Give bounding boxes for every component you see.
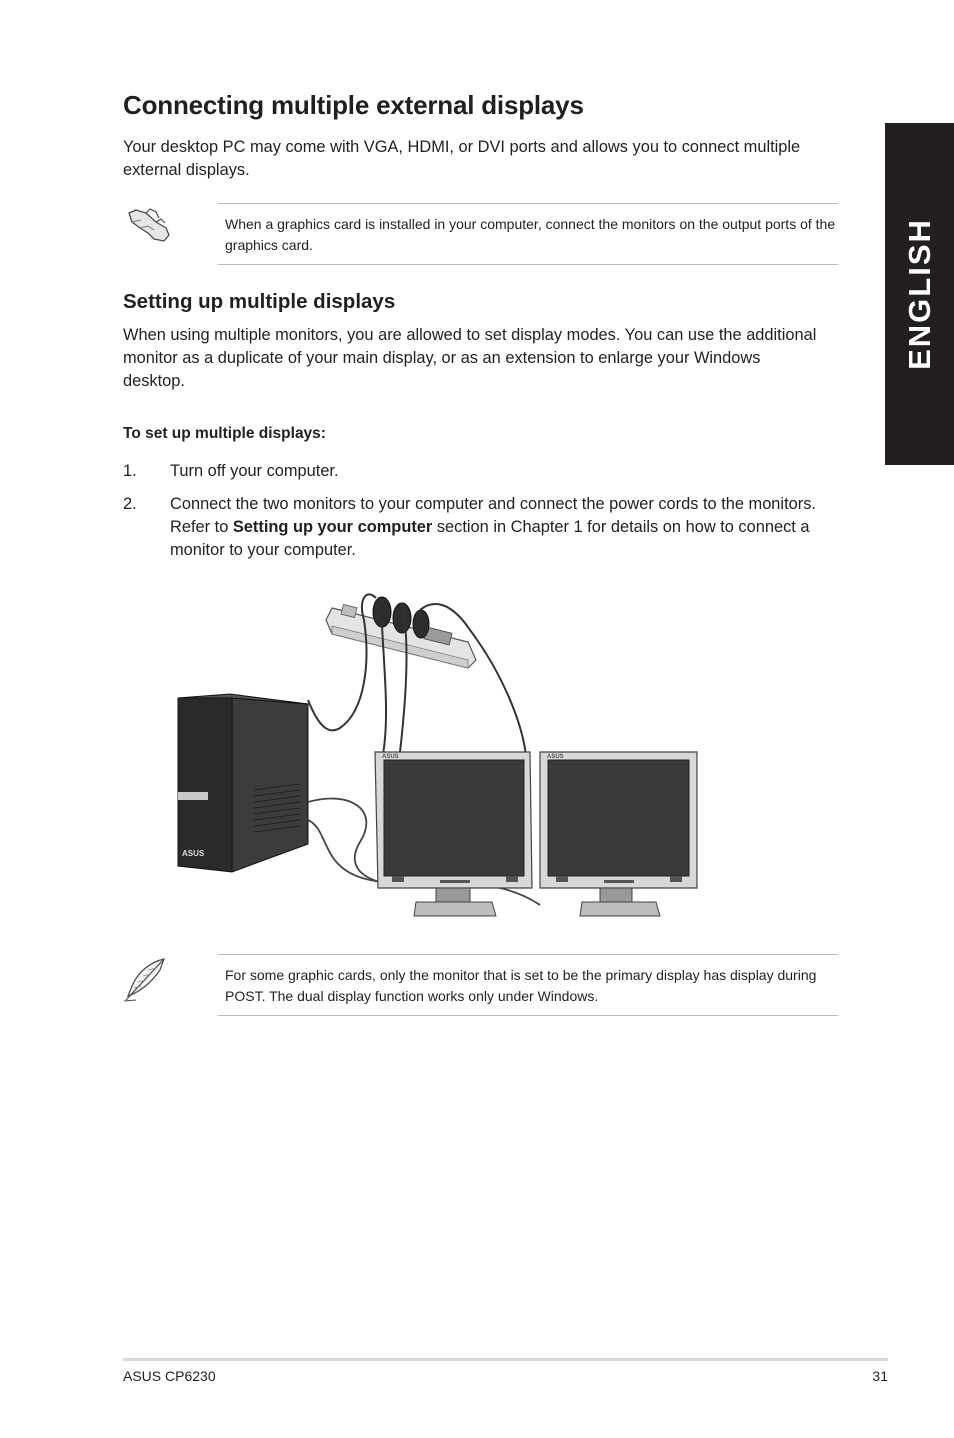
section-paragraph: When using multiple monitors, you are allowed to set display modes. You can use the additional monitor as a duplicate of your main display, or as an extension to enlarge your Windows desktop. <box>123 326 817 390</box>
section-heading: Setting up multiple displays <box>123 290 396 313</box>
page-title: Connecting multiple external displays <box>123 90 584 120</box>
page-number: 31 <box>872 1368 888 1384</box>
footer-divider <box>123 1358 888 1361</box>
step-text: Turn off your computer. <box>170 462 339 480</box>
note-box <box>218 203 838 265</box>
step-text-part: Connect the two monitors to your computer and connect the power cords to the monitors. Refer to <box>170 495 816 536</box>
chapter-reference: Setting up your computer <box>232 518 433 536</box>
step-text-part: section in Chapter 1 for details on how to connect a monitor to your computer. <box>170 518 810 559</box>
intro-paragraph: Your desktop PC may come with VGA, HDMI, or DVI ports and allows you to connect multiple external displays. <box>123 138 801 179</box>
monitor-brand-logo: ASUS <box>547 754 564 760</box>
note-text: When a graphics card is installed in your computer, connect the monitors on the output ports of the graphics card. <box>225 216 836 253</box>
language-tab <box>885 123 954 465</box>
step-number: 2. <box>123 495 137 513</box>
desktop-dual-monitor-illustration <box>170 580 710 925</box>
monitor-right <box>540 752 697 916</box>
pc-tower <box>178 694 308 872</box>
note-box <box>218 954 838 1016</box>
monitor-brand-logo: ASUS <box>382 754 399 760</box>
hand-icon <box>126 204 172 244</box>
feather-pen-icon <box>120 956 168 1004</box>
tower-brand-logo: ASUS <box>182 849 205 858</box>
monitor-left <box>375 752 532 916</box>
note-text: For some graphic cards, only the monitor that is set to be the primary display has display during POST. The dual display function works only under Windows. <box>225 967 817 1004</box>
step-text <box>170 493 840 562</box>
language-tab-label: ENGLISH <box>901 218 937 370</box>
step-number: 1. <box>123 462 137 480</box>
footer-model: ASUS CP6230 <box>123 1368 216 1384</box>
steps-heading: To set up multiple displays: <box>123 425 326 442</box>
